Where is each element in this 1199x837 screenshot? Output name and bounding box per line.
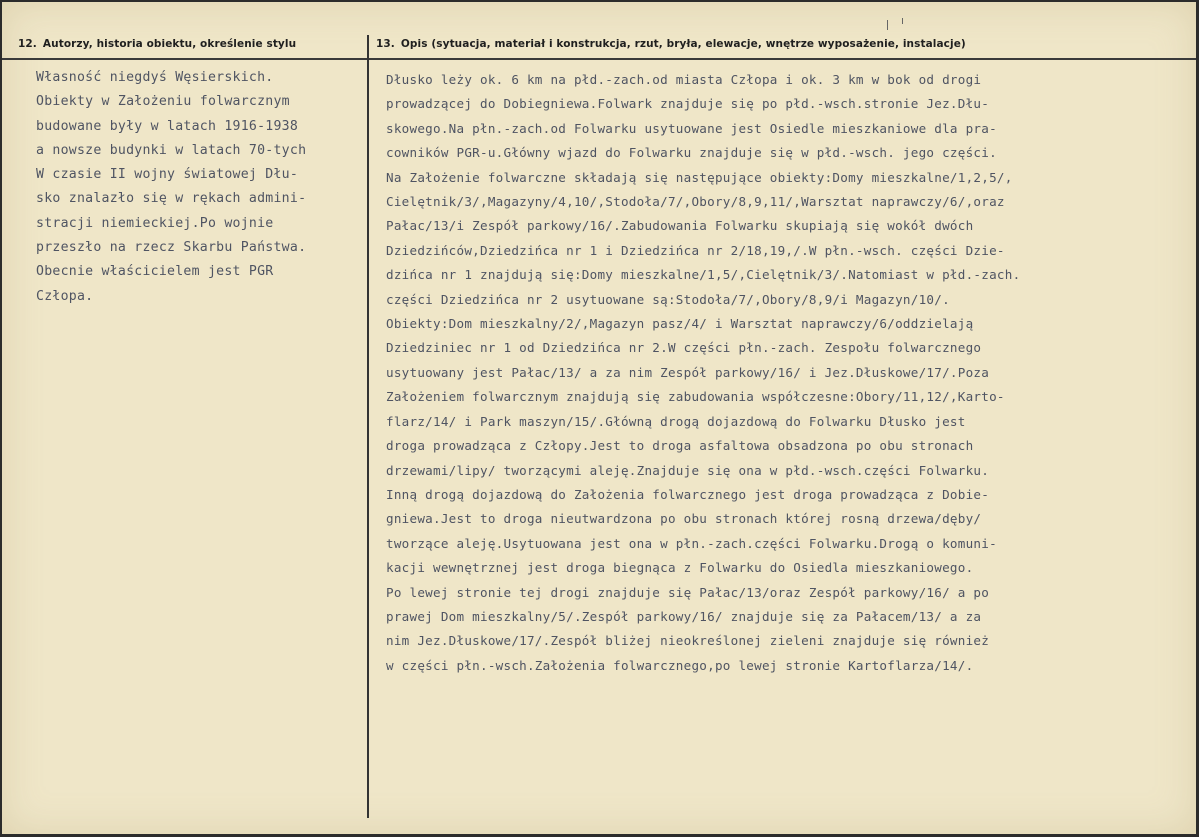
section-12-header [18,38,296,50]
section-13-subtitle: (sytuacja, materiał i konstrukcja, rzut, bryła, elewacje, wnętrze wyposażenie, instalacje) [431,38,966,50]
header-rule [2,58,1196,60]
section-12-number: 12. [18,38,37,50]
section-13-header [376,38,966,50]
column-divider [367,35,369,818]
history-text: Własność niegdyś Węsierskich. Obiekty w Założeniu folwarcznym budowane były w latach 1916-1938 a nowsze budynki w latach 70-tych W czasie II wojny światowej Dłu- sko znalazło się w rękach admini- stracji niemieckiej.Po wojnie przeszło na rzecz Skarbu Państwa. Obecnie właścicielem jest PGR Człopa. [36,70,307,304]
section-13-number: 13. [376,38,395,50]
margin-tick-mark [887,20,888,30]
description-text: Dłusko leży ok. 6 km na płd.-zach.od miasta Człopa i ok. 3 km w bok od drogi prowadzącej do Dobiegniewa.Folwark znajduje się po płd.-wsch.stronie Jez.Dłu- skowego.Na płn.-zach.od Folwarku usytuowane jest Osiedle mieszkaniowe dla pra- cowników PGR-u.Główny wjazd do Folwarku znajduje się w płd.-wsch. jego części. Na Założenie folwarczne składają się następujące obiekty:Domy mieszkalne/1,2,5/, Cielętnik/3/,Magazyny/4,10/,Stodoła/7/,Obory/8,9,11/,Warsztat naprawczy/6/,oraz Pałac/13/i Zespół parkowy/16/.Zabudowania Folwarku skupiają się wokół dwóch Dziedzińców,Dziedzińca nr 1 i Dziedzińca nr 2/18,19,/.W płn.-wsch. części Dzie- dzińca nr 1 znajdują się:Domy mieszkalne/1,5/,Cielętnik/3/.Natomiast w płd.-zach. części Dziedzińca nr 2 usytuowane są:Stodoła/7/,Obory/8,9/i Magazyn/10/. Obiekty:Dom mieszkalny/2/,Magazyn pasz/4/ i Warsztat naprawczy/6/oddzielają Dziedziniec nr 1 od Dziedzińca nr 2.W części płn.-zach. Zespołu folwarcznego usytuowany jest Pałac/13/ a za nim Zespół parkowy/16/ i Jez.Dłuskowe/17/.Poza Założeniem folwarcznym znajdują się zabudowania współczesne:Obory/11,12/,Karto- flarz/14/ i Park maszyn/15/.Główną drogą dojazdową do Folwarku Dłusko jest droga prowadząca z Człopy.Jest to droga asfaltowa obsadzona po obu stronach drzewami/lipy/ tworzącymi aleję.Znajduje się ona w płd.-wsch.części Folwarku. Inną drogą dojazdową do Założenia folwarcznego jest droga prowadząca z Dobie- gniewa.Jest to droga nieutwardzona po obu stronach której rosną drzewa/dęby/ tworzące aleję.Usytuowana jest ona w płn.-zach.części Folwarku.Drogą o komuni- kacji wewnętrznej jest droga biegnąca z Folwarku do Osiedla mieszkaniowego. Po lewej stronie tej drogi znajduje się Pałac/13/oraz Zespół parkowy/16/ a po prawej Dom mieszkalny/5/.Zespół parkowy/16/ znajduje się za Pałacem/13/ a za nim Jez.Dłuskowe/17/.Zespół bliżej nieokreślonej zieleni znajduje się również w części płn.-wsch.Założenia folwarcznego,po lewej stronie Kartoflarza/14/. [386,72,1021,673]
margin-tick-mark [902,18,903,24]
section-13-title: Opis [400,38,428,50]
record-card [2,2,1196,834]
section-12-title: Autorzy, historia obiektu, określenie stylu [42,38,297,50]
